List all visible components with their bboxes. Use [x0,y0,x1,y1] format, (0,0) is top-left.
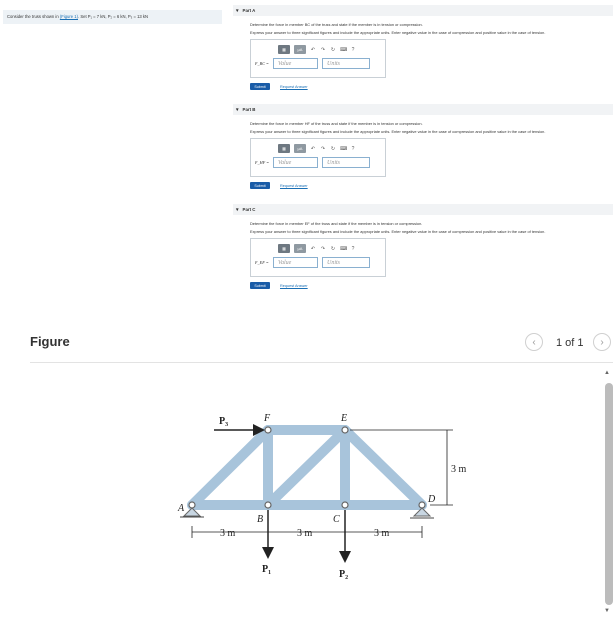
keyboard-icon[interactable]: ⌨ [340,245,348,252]
reset-icon[interactable]: ↻ [330,145,336,152]
request-answer-link[interactable]: Request Answer [280,283,308,288]
pin-c [342,502,348,508]
part-b-instruction: Express your answer to three significant figures and include the appropriate units. Enter negative value in the case of compression and positive value in the case of tension. [250,129,546,134]
label-c: C [333,514,340,525]
part-a-header[interactable]: ▾ Part A [233,5,613,16]
pin-a [189,502,195,508]
label-p2: P₂ [339,569,349,580]
collapse-caret-icon: ▾ [236,207,239,213]
pin-e [342,427,348,433]
template-icon[interactable]: ▦ [278,144,290,153]
problem-text: Consider the truss shown in [7,14,60,19]
help-icon[interactable]: ? [351,245,355,252]
request-answer-link[interactable]: Request Answer [280,84,308,89]
answer-label: F_HF = [255,160,270,165]
problem-given: . Set P₁ = 7 kN, P₂ = 6 kN, P₃ = 13 kN [78,14,149,19]
answer-label: F_EF = [255,260,269,265]
pin-b [265,502,271,508]
part-c-instruction: Express your answer to three significant figures and include the appropriate units. Enter negative value in the case of compression and positive value in the case of tension. [250,229,546,234]
part-a-instruction: Express your answer to three significant figures and include the appropriate units. Enter negative value in the case of compression and positive value in the case of tension. [250,30,546,35]
part-b-header[interactable]: ▾ Part B [233,104,613,115]
part-b-question: Determine the force in member HF of the truss and state if the member is in tension or compression. [250,121,423,126]
redo-icon[interactable]: ↷ [320,46,326,53]
undo-icon[interactable]: ↶ [310,245,316,252]
part-a-question: Determine the force in member BC of the truss and state if the member is in tension or compression. [250,22,423,27]
units-icon[interactable]: μA [294,45,306,54]
label-p1: P₁ [262,564,272,575]
label-p3: P₃ [219,416,229,427]
label-d: D [428,494,436,505]
collapse-caret-icon: ▾ [236,107,239,113]
figure-pager: 1 of 1 [556,337,584,349]
redo-icon[interactable]: ↷ [320,145,326,152]
request-answer-link[interactable]: Request Answer [280,183,308,188]
value-input[interactable]: Value [273,58,318,69]
pin-f [265,427,271,433]
reset-icon[interactable]: ↻ [330,245,336,252]
truss-members [192,430,422,505]
answer-label: F_BC = [255,61,269,66]
value-input[interactable]: Value [273,157,318,168]
label-a: A [178,503,185,514]
submit-button[interactable]: Submit [250,182,270,189]
collapse-caret-icon: ▾ [236,8,239,14]
keyboard-icon[interactable]: ⌨ [340,46,348,53]
next-figure-button[interactable]: › [593,333,611,351]
part-c-question: Determine the force in member EF of the truss and state if the member is in tension or compression. [250,221,423,226]
value-input[interactable]: Value [273,257,318,268]
reset-icon[interactable]: ↻ [330,46,336,53]
submit-button[interactable]: Submit [250,83,270,90]
label-b: B [257,514,264,525]
figure-link[interactable]: (Figure 1) [59,14,78,19]
redo-icon[interactable]: ↷ [320,245,326,252]
label-span-1: 3 m [220,528,236,539]
label-height: 3 m [451,464,467,475]
label-span-2: 3 m [297,528,313,539]
label-f: F [264,413,271,424]
member-be [268,430,345,505]
units-icon[interactable]: μA [294,144,306,153]
member-ed [345,430,422,505]
prev-figure-button[interactable]: ‹ [525,333,543,351]
undo-icon[interactable]: ↶ [310,145,316,152]
pin-d [419,502,425,508]
scroll-up-icon[interactable]: ▲ [604,370,610,376]
units-input[interactable]: Units [322,58,370,69]
scroll-down-icon[interactable]: ▼ [604,608,610,614]
help-icon[interactable]: ? [351,145,355,152]
member-af [192,430,268,505]
template-icon[interactable]: ▦ [278,244,290,253]
submit-button[interactable]: Submit [250,282,270,289]
part-c-header[interactable]: ▾ Part C [233,204,613,215]
units-icon[interactable]: μA [294,244,306,253]
keyboard-icon[interactable]: ⌨ [340,145,348,152]
label-span-3: 3 m [374,528,390,539]
units-input[interactable]: Units [322,257,370,268]
figure-title: Figure [30,334,70,349]
undo-icon[interactable]: ↶ [310,46,316,53]
template-icon[interactable]: ▦ [278,45,290,54]
units-input[interactable]: Units [322,157,370,168]
label-e: E [341,413,348,424]
help-icon[interactable]: ? [351,46,355,53]
